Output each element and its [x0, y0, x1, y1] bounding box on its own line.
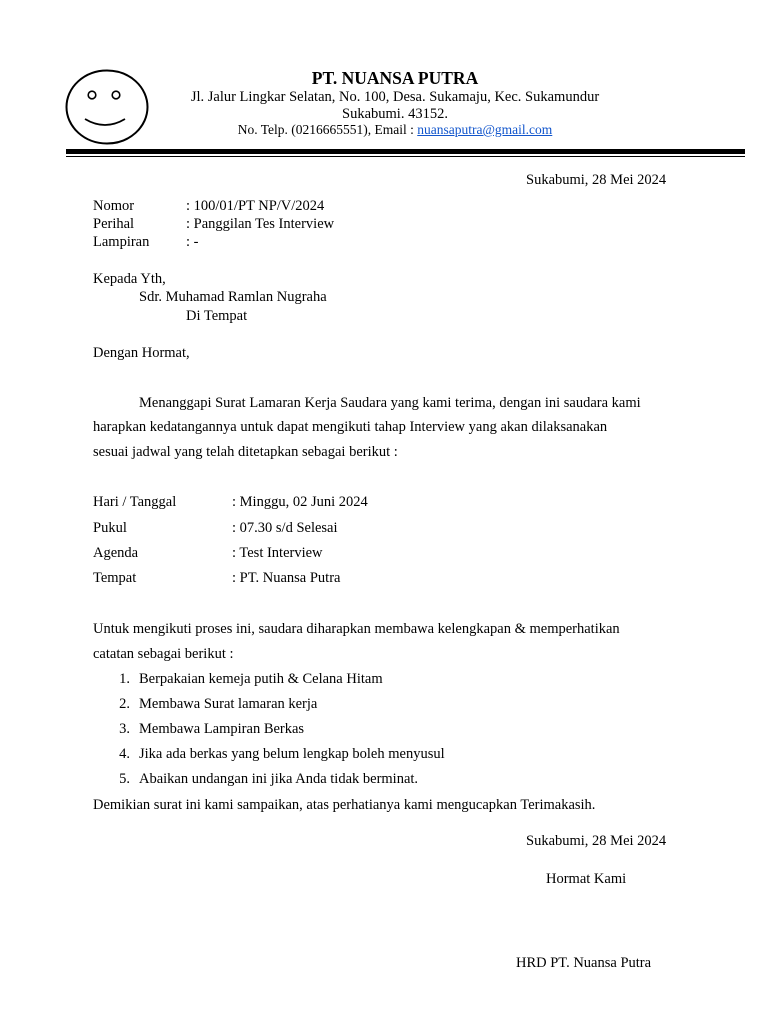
meta-label-nomor: Nomor	[93, 198, 135, 214]
signatory: HRD PT. Nuansa Putra	[516, 955, 652, 971]
note-number: 5.	[119, 771, 130, 787]
closing-sentence: Demikian surat ini kami sampaikan, atas perhatianya kami mengucapkan Terimakasih.	[93, 797, 596, 813]
regards: Hormat Kami	[546, 871, 627, 887]
recipient-place: Di Tempat	[186, 308, 248, 324]
note-item: Berpakaian kemeja putih & Celana Hitam	[139, 671, 383, 687]
letter-date-bottom: Sukabumi, 28 Mei 2024	[526, 833, 667, 849]
note-number: 4.	[119, 746, 130, 762]
contact-phone: No. Telp. (0216665551), Email :	[237, 122, 418, 137]
schedule-label-time: Pukul	[93, 520, 127, 536]
note-number: 1.	[119, 671, 130, 687]
note-number: 2.	[119, 696, 130, 712]
note-item: Membawa Lampiran Berkas	[139, 721, 305, 737]
greeting: Dengan Hormat,	[93, 345, 190, 361]
company-address-line1: Jl. Jalur Lingkar Selatan, No. 100, Desa. Sukamaju, Kec. Sukamundur	[190, 89, 600, 105]
schedule-value-agenda: : Test Interview	[232, 545, 323, 561]
note-number: 3.	[119, 721, 130, 737]
schedule-value-date: : Minggu, 02 Juni 2024	[232, 494, 368, 510]
meta-value-nomor: : 100/01/PT NP/V/2024	[186, 198, 325, 214]
letter-date-top: Sukabumi, 28 Mei 2024	[526, 172, 667, 188]
letterhead-divider-thin	[66, 156, 745, 157]
note-item: Membawa Surat lamaran kerja	[139, 696, 318, 712]
note-item: Jika ada berkas yang belum lengkap boleh menyusul	[139, 746, 445, 762]
email-link[interactable]: nuansaputra@gmail.com	[417, 122, 553, 137]
intro-line-3: sesuai jadwal yang telah ditetapkan sebagai berikut :	[93, 444, 398, 460]
meta-value-perihal: : Panggilan Tes Interview	[186, 216, 335, 232]
schedule-value-place: : PT. Nuansa Putra	[232, 570, 341, 586]
recipient-name: Sdr. Muhamad Ramlan Nugraha	[139, 289, 327, 305]
recipient-salutation: Kepada Yth,	[93, 271, 166, 287]
meta-label-perihal: Perihal	[93, 216, 135, 232]
company-contact	[120, 122, 670, 138]
meta-value-lampiran: : -	[186, 234, 199, 250]
intro-line-2: harapkan kedatangannya untuk dapat mengikuti tahap Interview yang akan dilaksanakan	[93, 419, 608, 435]
notes-intro-line-2: catatan sebagai berikut :	[93, 646, 234, 662]
schedule-label-date: Hari / Tanggal	[93, 494, 177, 510]
intro-line-1: Menanggapi Surat Lamaran Kerja Saudara yang kami terima, dengan ini saudara kami	[139, 395, 641, 411]
notes-intro-line-1: Untuk mengikuti proses ini, saudara diharapkan membawa kelengkapan & memperhatikan	[93, 621, 620, 637]
company-address-line2: Sukabumi. 43152.	[342, 106, 448, 122]
company-name: PT. NUANSA PUTRA	[311, 68, 479, 88]
letterhead-divider-thick	[66, 149, 745, 154]
note-item: Abaikan undangan ini jika Anda tidak berminat.	[139, 771, 419, 787]
schedule-value-time: : 07.30 s/d Selesai	[232, 520, 338, 536]
schedule-label-place: Tempat	[93, 570, 137, 586]
meta-label-lampiran: Lampiran	[93, 234, 150, 250]
schedule-label-agenda: Agenda	[93, 545, 139, 561]
